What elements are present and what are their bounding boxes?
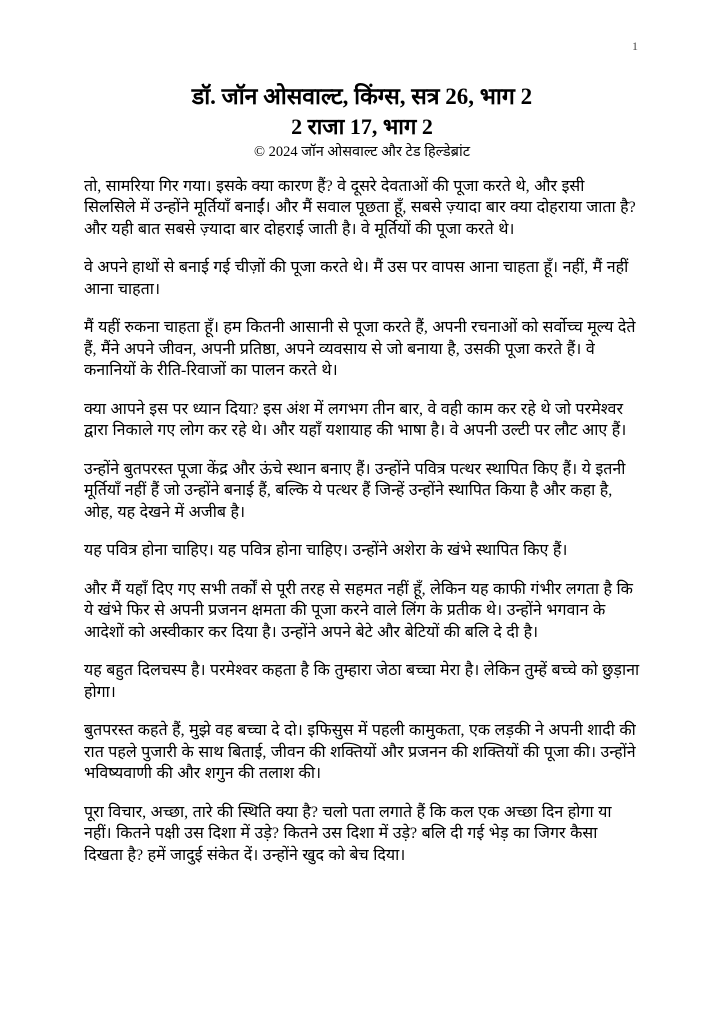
paragraph-10: पूरा विचार, अच्छा, तारे की स्थिति क्या है? चलो पता लगाते हैं कि कल एक अच्छा दिन होगा या नहीं। कितने पक्षी उस दिशा में उड़े? कितने उस दिशा में उड़े? बलि दी गई भेड़ का जिगर कैसा दिखता है? हमें जादुई संकेत दें। उन्होंने खुद को बेच दिया। [84, 803, 612, 864]
paragraph-5: उन्होंने बुतपरस्त पूजा केंद्र और ऊंचे स्थान बनाए हैं। उन्होंने पवित्र पत्थर स्थापित किए हैं। ये इतनी मूर्तियाँ नहीं हैं जो उन्होंने बनाई हैं, बल्कि ये पत्थर हैं जिन्हें उन्होंने स्थापित किया है और कहा है, ओह, यह देखने में अजीब है। [84, 460, 626, 521]
paragraph-7: और मैं यहाँ दिए गए सभी तर्कों से पूरी तरह से सहमत नहीं हूँ, लेकिन यह काफी गंभीर लगता है कि ये खंभे फिर से अपनी प्रजनन क्षमता की पूजा करने वाले लिंग के प्रतीक थे। उन्होंने भगवान के आदेशों को अस्वीकार कर दिया है। उन्होंने अपने बेटे और बेटियों की बलि दे दी है। [84, 580, 633, 641]
document-subtitle: 2 राजा 17, भाग 2 [291, 114, 433, 140]
paragraph-2: वे अपने हाथों से बनाई गई चीज़ों की पूजा करते थे। मैं उस पर वापस आना चाहता हूँ। नहीं, मैं नहीं आना चाहता। [84, 259, 629, 298]
document-title: डॉ. जॉन ओसवाल्ट, किंग्स, सत्र 26, भाग 2 [191, 84, 533, 109]
page-number: 1 [632, 39, 638, 53]
copyright-line: © 2024 जॉन ओसवाल्ट और टेड हिल्डेब्रांट [253, 143, 471, 160]
paragraph-1: तो, सामरिया गिर गया। इसके क्या कारण हैं? वे दूसरे देवताओं की पूजा करते थे, और इसी सिलसिले में उन्होंने मूर्तियाँ बनाईं। और मैं सवाल पूछता हूँ, सबसे ज़्यादा बार क्या दोहराया जाता है? और यही बात सबसे ज़्यादा बार दोहराई जाती है। वे मूर्तियों की पूजा करते थे। [84, 177, 636, 238]
paragraph-8: यह बहुत दिलचस्प है। परमेश्वर कहता है कि तुम्हारा जेठा बच्चा मेरा है। लेकिन तुम्हें बच्चे को छुड़ाना होगा। [84, 662, 640, 701]
paragraph-3: मैं यहीं रुकना चाहता हूँ। हम कितनी आसानी से पूजा करते हैं, अपनी रचनाओं को सर्वोच्च मूल्य देते हैं, मैंने अपने जीवन, अपनी प्रतिष्ठा, अपने व्यवसाय से जो बनाया है, उसकी पूजा करते हैं। वे कनानियों के रीति-रिवाजों का पालन करते थे। [84, 319, 636, 380]
paragraph-9: बुतपरस्त कहते हैं, मुझे वह बच्चा दे दो। इफिसुस में पहली कामुकता, एक लड़की ने अपनी शादी की रात पहले पुजारी के साथ बिताई, जीवन की शक्तियों और प्रजनन की शक्तियों की पूजा की। उन्होंने भविष्यवाणी की और शगुन की तलाश की। [84, 722, 636, 783]
document-body [84, 176, 640, 867]
paragraph-6: यह पवित्र होना चाहिए। यह पवित्र होना चाहिए। उन्होंने अशेरा के खंभे स्थापित किए हैं। [84, 542, 568, 560]
paragraph-4: क्या आपने इस पर ध्यान दिया? इस अंश में लगभग तीन बार, वे वही काम कर रहे थे जो परमेश्वर द्वारा निकाले गए लोग कर रहे थे। और यहाँ यशायाह की भाषा है। वे अपनी उल्टी पर लौट आए हैं। [84, 400, 627, 440]
document-header [0, 0, 724, 162]
